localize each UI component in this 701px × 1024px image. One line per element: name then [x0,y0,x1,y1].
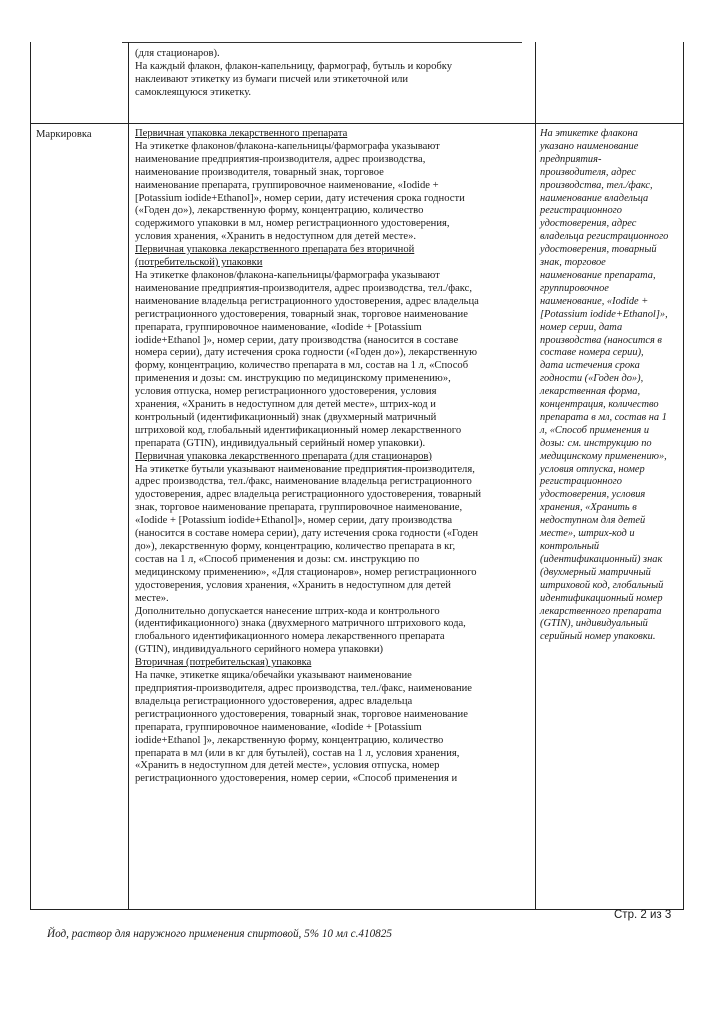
text-line: лекарственного препарата [540,605,662,617]
text-line: наименование препарата, [540,269,656,281]
text-line: удостоверения, условия [540,489,646,501]
text-line: составе номера серии), [540,347,644,359]
text-line: предприятия- [540,153,602,165]
text-line: наклеивают этикетку из бумаги писчей или этикеточной или [135,73,409,85]
text-line: условия отпуска, номер [540,463,645,475]
text-line: (GTIN), индивидуальный [540,618,648,630]
text-line: наименование владельца [540,192,649,204]
text-line: указано наименование [540,140,639,152]
spec-table [30,42,684,910]
top-border [122,42,522,43]
text-line: знак, торговое наименование препарата, группировочное наименование, [135,502,463,514]
text-line: производства, тел./факс, [540,179,653,191]
text-line: На этикетке флаконов/флакона-капельницы/фармографа указывают [135,269,440,281]
text-line: удостоверения, товарный [540,244,657,256]
text-line: препарата в мл (или в кг для бутылей), состав на 1 л, условия хранения, [135,747,460,759]
text-line: условия хранения, «Хранить в недоступном для детей месте». [135,231,417,243]
text-line: до»), лекарственную форму, концентрацию, количество препарата в кг, [135,541,456,552]
text-line: годности («Годен до»), [540,373,644,385]
text-line: адрес производства, тел./факс, наименование владельца регистрационного [135,476,472,488]
text-line: медицинскому применению», «Для стационаров», номер регистрационного [135,566,477,578]
text-line: iodide+Ethanol ]», номер серии, дату производства (наносится в составе [135,334,459,346]
text-line: дозы: см. инструкцию по [540,437,652,449]
text-line: контрольный (идентификационный) знак (двухмерный матричный [135,411,437,423]
text-line: условия отпуска, номер регистрационного удостоверения, условия [135,386,437,398]
text-line: [Potassium iodide+Ethanol]», [540,308,668,320]
text-line: штриховой код, глобальный идентификационный номер лекарственного [135,424,462,436]
text-line: штриховой код, глобальный [540,579,664,591]
text-line: идентификационный номер [540,592,663,604]
text-line: наименование владельца регистрационного удостоверения, адрес владельца [135,295,479,307]
text-line: (идентификационный) знак [540,553,663,565]
text-line: производства (наносится в [540,334,662,346]
column-divider-1 [128,42,129,910]
text-line: «Хранить в недоступном для детей месте», условия отпуска, номер [135,760,440,772]
text-line: регистрационного [540,476,622,488]
section-heading: Первичная упаковка лекарственного препарата без вторичной [135,244,415,256]
text-line: наименование производителя, товарный знак, торговое [135,166,384,178]
text-line: наименование, «Iodide + [540,295,649,307]
text-line: производителя, адрес [540,166,636,178]
text-line: На каждый флакон, флакон-капельницу, фармограф, бутыль и коробку [135,60,453,72]
text-line: регистрационного [540,205,622,217]
text-line: номер серии, дата [540,321,623,333]
text-line: препарата в мл, состав на 1 [540,411,667,423]
text-line: удостоверения, условия хранения, «Хранить в недоступном для детей [135,579,451,591]
text-line: («Годен до»), лекарственную форму, концентрацию, количество [135,205,424,217]
section-heading: Вторичная (потребительская) упаковка [135,657,312,669]
text-line: На пачке, этикетке ящика/обечайки указывают наименование [135,670,412,682]
text-line: регистрационного удостоверения, товарный знак, торговое наименование [135,708,468,720]
text-line: (для стационаров). [135,48,220,59]
table-border-right [683,42,684,910]
text-line: хранения, «Хранить в [540,502,637,514]
text-line: владельца регистрационного [540,231,669,243]
text-line: (GTIN), индивидуального серийного номера упаковки) [135,644,384,656]
text-line: месте». [135,592,169,604]
text-line: недоступном для детей [540,515,646,527]
text-line: дата истечения срока [540,360,640,372]
text-line: наименование предприятия-производителя, адрес производства, [135,153,426,165]
page-number: Стр. 2 из 3 [614,909,672,921]
text-line: концентрация, количество [540,399,659,411]
section-heading: Первичная упаковка лекарственного препарата [135,128,348,139]
row-label: Маркировка [36,129,92,140]
text-line: л, «Способ применения и [540,424,650,436]
text-line: медицинскому применению», [540,450,667,462]
label-example-text [540,128,680,644]
text-line: глобального идентификационного номера лекарственного препарата [135,631,445,643]
text-line: группировочное [540,282,609,294]
text-line: регистрационного удостоверения, номер серии, «Способ применения и [135,773,458,785]
section-heading: (потребительской) упаковки [135,257,263,269]
text-line: удостоверения, адрес владельца регистрационного удостоверения, товарный [135,489,482,501]
text-line: На этикетке флакона [540,128,638,139]
text-line: применения и дозы: см. инструкцию по медицинскому применению», [135,373,451,385]
footer-text: Йод, раствор для наружного применения спиртовой, 5% 10 мл с.410825 [47,928,392,940]
row-divider [30,123,684,124]
text-line: лекарственная форма, [540,386,641,398]
table-border-bottom [30,909,684,910]
text-line: наименование предприятия-производителя, адрес производства, тел./факс, [135,282,473,294]
text-line: На этикетке бутыли указывают наименование предприятия-производителя, [135,463,475,475]
text-line: [Potassium iodide+Ethanol]», номер серии, дату истечения срока годности [135,192,465,204]
table-border-left [30,42,31,910]
text-line: предприятия-производителя, адрес производства, тел./факс, наименование [135,682,473,694]
text-line: наименование препарата, группировочное наименование, «Iodide + [135,179,439,191]
text-line: самоклеящуюся этикетку. [135,86,252,98]
text-line: Дополнительно допускается нанесение штрих-кода и контрольного [135,605,440,617]
text-line: На этикетке флаконов/флакона-капельницы/фармографа указывают [135,140,440,152]
text-line: iodide+Ethanol ]», лекарственную форму, концентрацию, количество [135,734,444,746]
text-line: содержимого упаковки в мл, номер регистрационного удостоверения, [135,218,450,230]
text-line: регистрационного удостоверения, товарный знак, торговое наименование [135,308,468,320]
text-line: препарата, группировочное наименование, «Iodide + [Potassium [135,321,422,333]
text-line: препарата, группировочное наименование, «Iodide + [Potassium [135,721,422,733]
text-line: контрольный [540,541,600,552]
text-line: хранения, «Хранить в недоступном для детей месте», штрих-код и [135,399,436,411]
text-line: знак, торговое [540,257,606,269]
text-line: состав на 1 л, «Способ применения и дозы: см. инструкцию по [135,553,420,565]
text-line: номера серии), дату истечения срока годности («Годен до»), лекарственную [135,347,478,359]
text-line: (идентификационного) знака (двухмерного матричного штрихового кода, [135,618,466,630]
marking-description [135,128,540,786]
text-line: владельца регистрационного удостоверения, адрес владельца [135,695,413,707]
text-line: форму, концентрацию, количество препарата в мл, состав на 1 л, «Способ [135,360,469,372]
section-heading: Первичная упаковка лекарственного препарата (для стационаров) [135,450,432,462]
text-line: удостоверения, адрес [540,218,637,230]
text-line: препарата (GTIN), индивидуальный серийный номер упаковки). [135,437,426,449]
text-line: «Iodide + [Potassium iodide+Ethanol]», номер серии, дату производства [135,515,453,527]
first-row-text [135,48,540,100]
text-line: месте», штрих-код и [540,528,635,540]
text-line: (наносится в составе номера серии), дату истечения срока годности («Годен [135,528,478,540]
text-line: (двухмерный матричный [540,566,651,578]
text-line: серийный номер упаковки. [540,631,656,643]
